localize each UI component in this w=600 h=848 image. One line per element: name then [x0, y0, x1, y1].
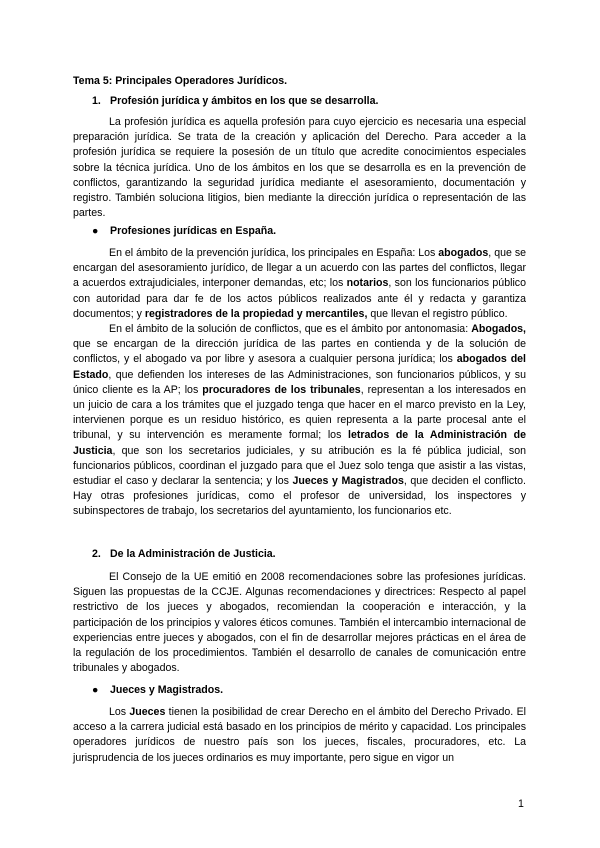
document-title: Tema 5: Principales Operadores Jurídicos. — [73, 75, 288, 87]
jueces-paragraph: Los Jueces tienen la posibilidad de crear Derecho en el ámbito del Derecho Privado. El acceso a la carrera judicial está basado en los principios de mérito y capacidad. Los principales operadores jurídicos de nuestro país son los jueces, fiscales, procuradores, etc. La jurisprudencia de los jueces ordinarios es muy importante, pero sigue en vigor un — [73, 706, 526, 764]
section-2-text: El Consejo de la UE emitió en 2008 recomendaciones sobre las profesiones jurídicas. Siguen las propuestas de la CCJE. Algunas recomendaciones y directrices: Respecto al papel restrictivo de los jueces y abogados, recomiendan la cooperación e interacción, y la participación de los principios y valores éticos comunes. También el intercambio internacional de experiencias entre jueces y abogados, con el fin de desarrollar mejores prácticas en el área de la regulación de los procedimientos. También el desarrollo de canales de comunicación entre tribunales y abogados. — [73, 571, 526, 675]
term-jueces-2: Jueces — [129, 706, 166, 718]
bullet-2-title: Jueces y Magistrados. — [110, 684, 224, 696]
section-1-number: 1. — [92, 95, 101, 107]
term-procuradores: procuradores de los tribunales — [202, 383, 361, 396]
term-letrados: letrados de la Administración de Justicia — [73, 429, 526, 457]
section-1-heading — [92, 95, 378, 107]
term-abogados-2: Abogados, — [471, 323, 526, 336]
term-abogados: abogados — [438, 247, 489, 259]
page-number: 1 — [518, 798, 524, 810]
term-registradores: registradores de la propiedad y mercantiles, — [144, 307, 368, 320]
term-notarios: notarios — [346, 277, 389, 290]
prevention-paragraph: En el ámbito de la prevención jurídica, los principales en España: Los abogados, que se encargan del asesoramiento jurídico, de llegar a un acuerdo con las partes del conflictos, llegar a acuerdos extrajudiciales, interponer demandas, etc; los notarios, son los funcionarios público con autoridad para dar fe de los actos públicos realizados ante él y redacta y garantiza documentos; y registradores de la propiedad y mercantiles, que llevan el registro público. — [73, 247, 527, 320]
bullet-1-heading — [92, 225, 276, 237]
term-jueces: Jueces y Magistrados — [292, 475, 404, 488]
section-1-text: La profesión jurídica es aquella profesión para cuyo ejercicio es necesaria una especial preparación jurídica. Se trata de la creación y aplicación del Derecho. Para acceder a la profesión jurídica se requiere la posesión de un título que acredite conocimientos especiales sobre la técnica jurídica. Uno de los ámbitos en los que se desarrolla es en la prevención de conflictos, garantizando la seguridad jurídica mediante el asesoramiento, documentación y registro. También soluciona litigios, bien mediante la dirección jurídica o representación de las partes. — [73, 116, 526, 220]
bullet-2-heading — [92, 684, 223, 696]
bullet-1-icon: ● — [92, 225, 99, 237]
section-2-number: 2. — [92, 548, 101, 560]
section-1-title: Profesión jurídica y ámbitos en los que se desarrolla. — [110, 95, 379, 107]
bullet-1-title: Profesiones jurídicas en España. — [110, 225, 277, 237]
section-2-paragraph — [73, 570, 526, 676]
section-1-paragraph — [73, 115, 526, 221]
conflict-paragraph: En el ámbito de la solución de conflictos, que es el ámbito por antonomasia: Abogados, que se encargan de la dirección jurídica de las partes en contienda y de la solución de conflictos, y el abogado va por libre y asesora a cualquier persona jurídica; los abogados del Estado, que defienden los intereses de las Administraciones, son funcionarios públicos, y su único cliente es la AP; los procuradores de los tribunales, representan a los interesados en un juicio de cara a los trámites que el juzgado tenga que hacer en el marco previsto en la Ley, intervienen porque es un residuo histórico, es quien representa a la parte procesal ante el tribunal, y su intervención es meramente formal; los letrados de la Administración de Justicia, que son los secretarios judiciales, y su atribución es la fé pública judicial, son funcionarios públicos, coordinan el juzgado para que el Juez solo tenga que asistir a las vistas, estudiar el caso y declarar la sentencia; y los Jueces y Magistrados, que deciden el conflicto. Hay otras profesiones jurídicas, como el profesor de universidad, los inspectores y subinspectores de trabajo, los secretarios del ayuntamiento, los funcionarios etc. — [73, 323, 526, 518]
section-2-heading — [92, 548, 276, 560]
bullet-2-paragraph — [73, 705, 526, 766]
term-abogados-estado: abogados del Estado — [73, 353, 526, 381]
bullet-2-icon: ● — [92, 684, 99, 696]
bullet-1-paragraphs — [73, 246, 526, 520]
section-2-title: De la Administración de Justicia. — [110, 548, 276, 560]
